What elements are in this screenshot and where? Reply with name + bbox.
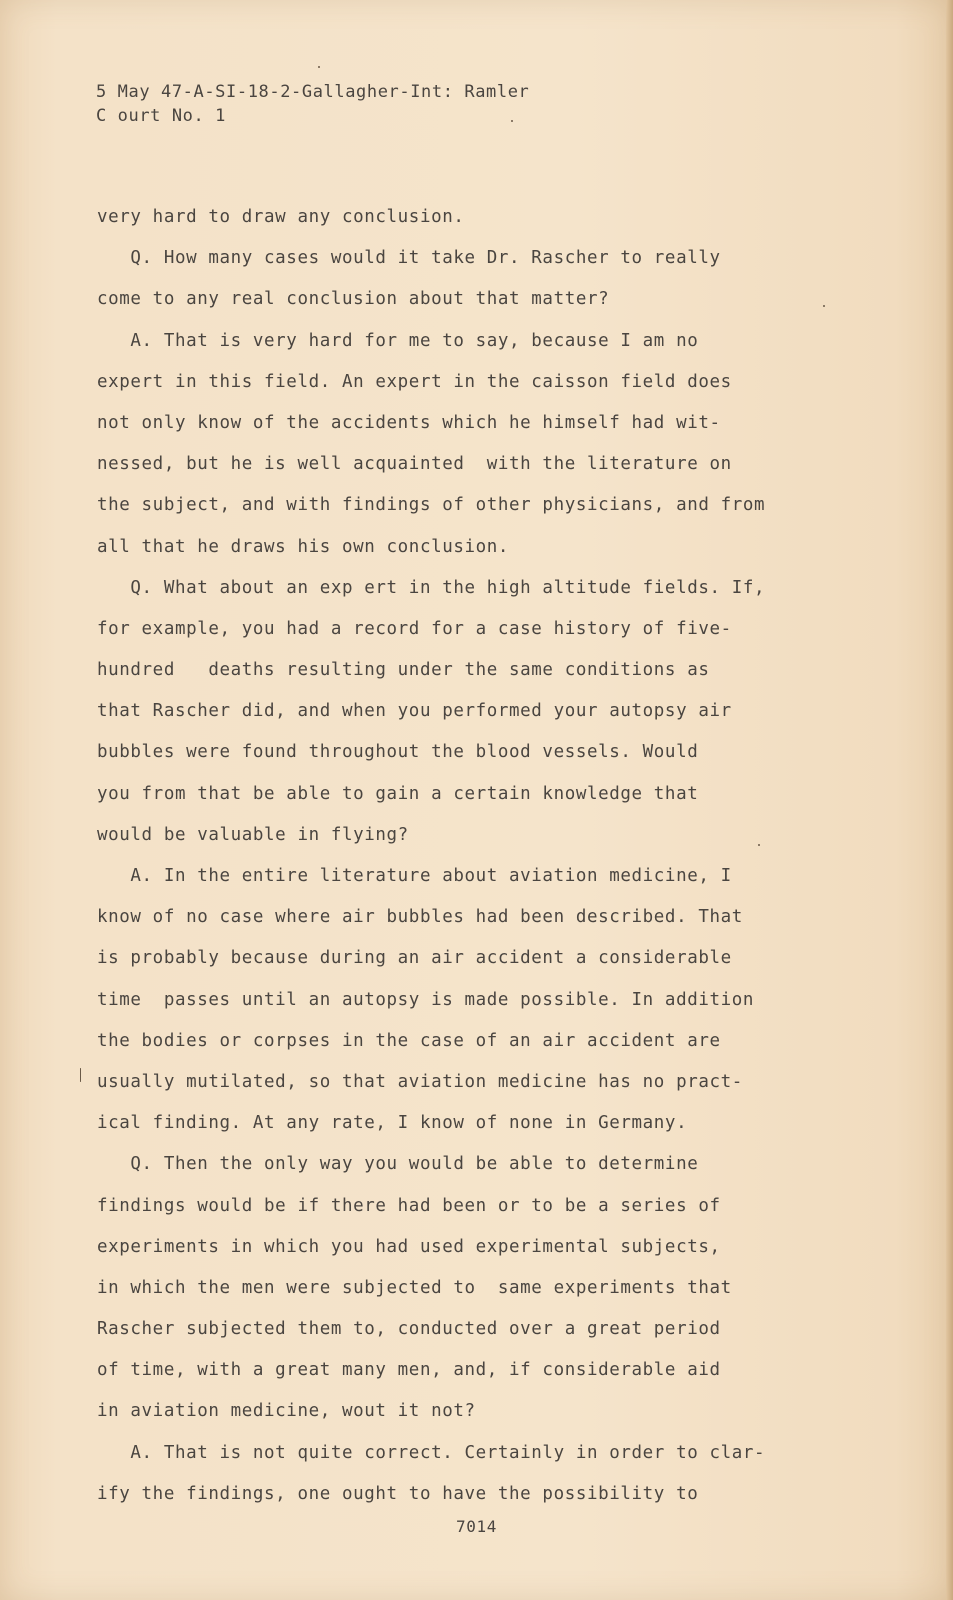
body-line: Rascher subjected them to, conducted over a great period — [97, 1319, 721, 1340]
paper-speck — [511, 120, 513, 122]
body-line: come to any real conclusion about that matter? — [97, 289, 610, 310]
paper-speck — [823, 305, 825, 307]
body-line: very hard to draw any conclusion. — [97, 207, 465, 227]
body-line: would be valuable in flying? — [97, 824, 409, 845]
body-line: nessed, but he is well acquainted with the literature on — [97, 454, 732, 475]
body-line: hundred deaths resulting under the same conditions as — [97, 660, 710, 681]
body-line: findings would be if there had been or to be a series of — [97, 1195, 721, 1216]
body-line: Q. Then the only way you would be able to determine — [97, 1154, 699, 1175]
body-line: A. That is very hard for me to say, because I am no — [97, 330, 699, 351]
paper-speck — [318, 66, 320, 68]
body-line: not only know of the accidents which he himself had wit- — [97, 412, 721, 433]
body-line: is probably because during an air accident a considerable — [97, 948, 732, 969]
body-line: you from that be able to gain a certain knowledge that — [97, 783, 699, 804]
body-line: ify the findings, one ought to have the possibility to — [97, 1483, 699, 1504]
body-line: A. That is not quite correct. Certainly in order to clar- — [97, 1442, 766, 1463]
body-line: ical finding. At any rate, I know of none in Germany. — [97, 1113, 688, 1134]
body-line: in aviation medicine, wout it not? — [97, 1401, 476, 1422]
body-line: for example, you had a record for a case history of five- — [97, 618, 732, 639]
body-line: all that he draws his own conclusion. — [97, 536, 510, 557]
body-line: in which the men were subjected to same experiments that — [97, 1277, 732, 1298]
body-line: the bodies or corpses in the case of an air accident are — [97, 1030, 721, 1051]
header-line-1: 5 May 47-A-SI-18-2-Gallagher-Int: Ramler — [96, 82, 530, 102]
paper-mark — [80, 1068, 81, 1082]
body-line: that Rascher did, and when you performed your autopsy air — [97, 701, 732, 722]
page-edge-shadow — [946, 0, 953, 1600]
body-line: of time, with a great many men, and, if considerable aid — [97, 1360, 721, 1381]
paper-speck — [758, 844, 760, 846]
body-line: A. In the entire literature about aviation medicine, I — [97, 866, 732, 886]
body-line: know of no case where air bubbles had been described. That — [97, 907, 743, 928]
body-line: expert in this field. An expert in the caisson field does — [97, 371, 732, 392]
body-line: experiments in which you had used experimental subjects, — [97, 1236, 721, 1257]
body-line: Q. What about an exp ert in the high altitude fields. If, — [97, 577, 766, 598]
body-line: Q. How many cases would it take Dr. Rascher to really — [97, 248, 721, 269]
body-line: usually mutilated, so that aviation medicine has no pract- — [97, 1071, 743, 1092]
body-line: time passes until an autopsy is made possible. In addition — [97, 989, 755, 1010]
transcript-body — [97, 197, 837, 1515]
page-number: 7014 — [456, 1517, 497, 1536]
document-header — [96, 80, 529, 128]
body-line: the subject, and with findings of other physicians, and from — [97, 495, 766, 516]
header-line-2: C ourt No. 1 — [96, 106, 227, 126]
body-line: bubbles were found throughout the blood vessels. Would — [97, 742, 699, 763]
